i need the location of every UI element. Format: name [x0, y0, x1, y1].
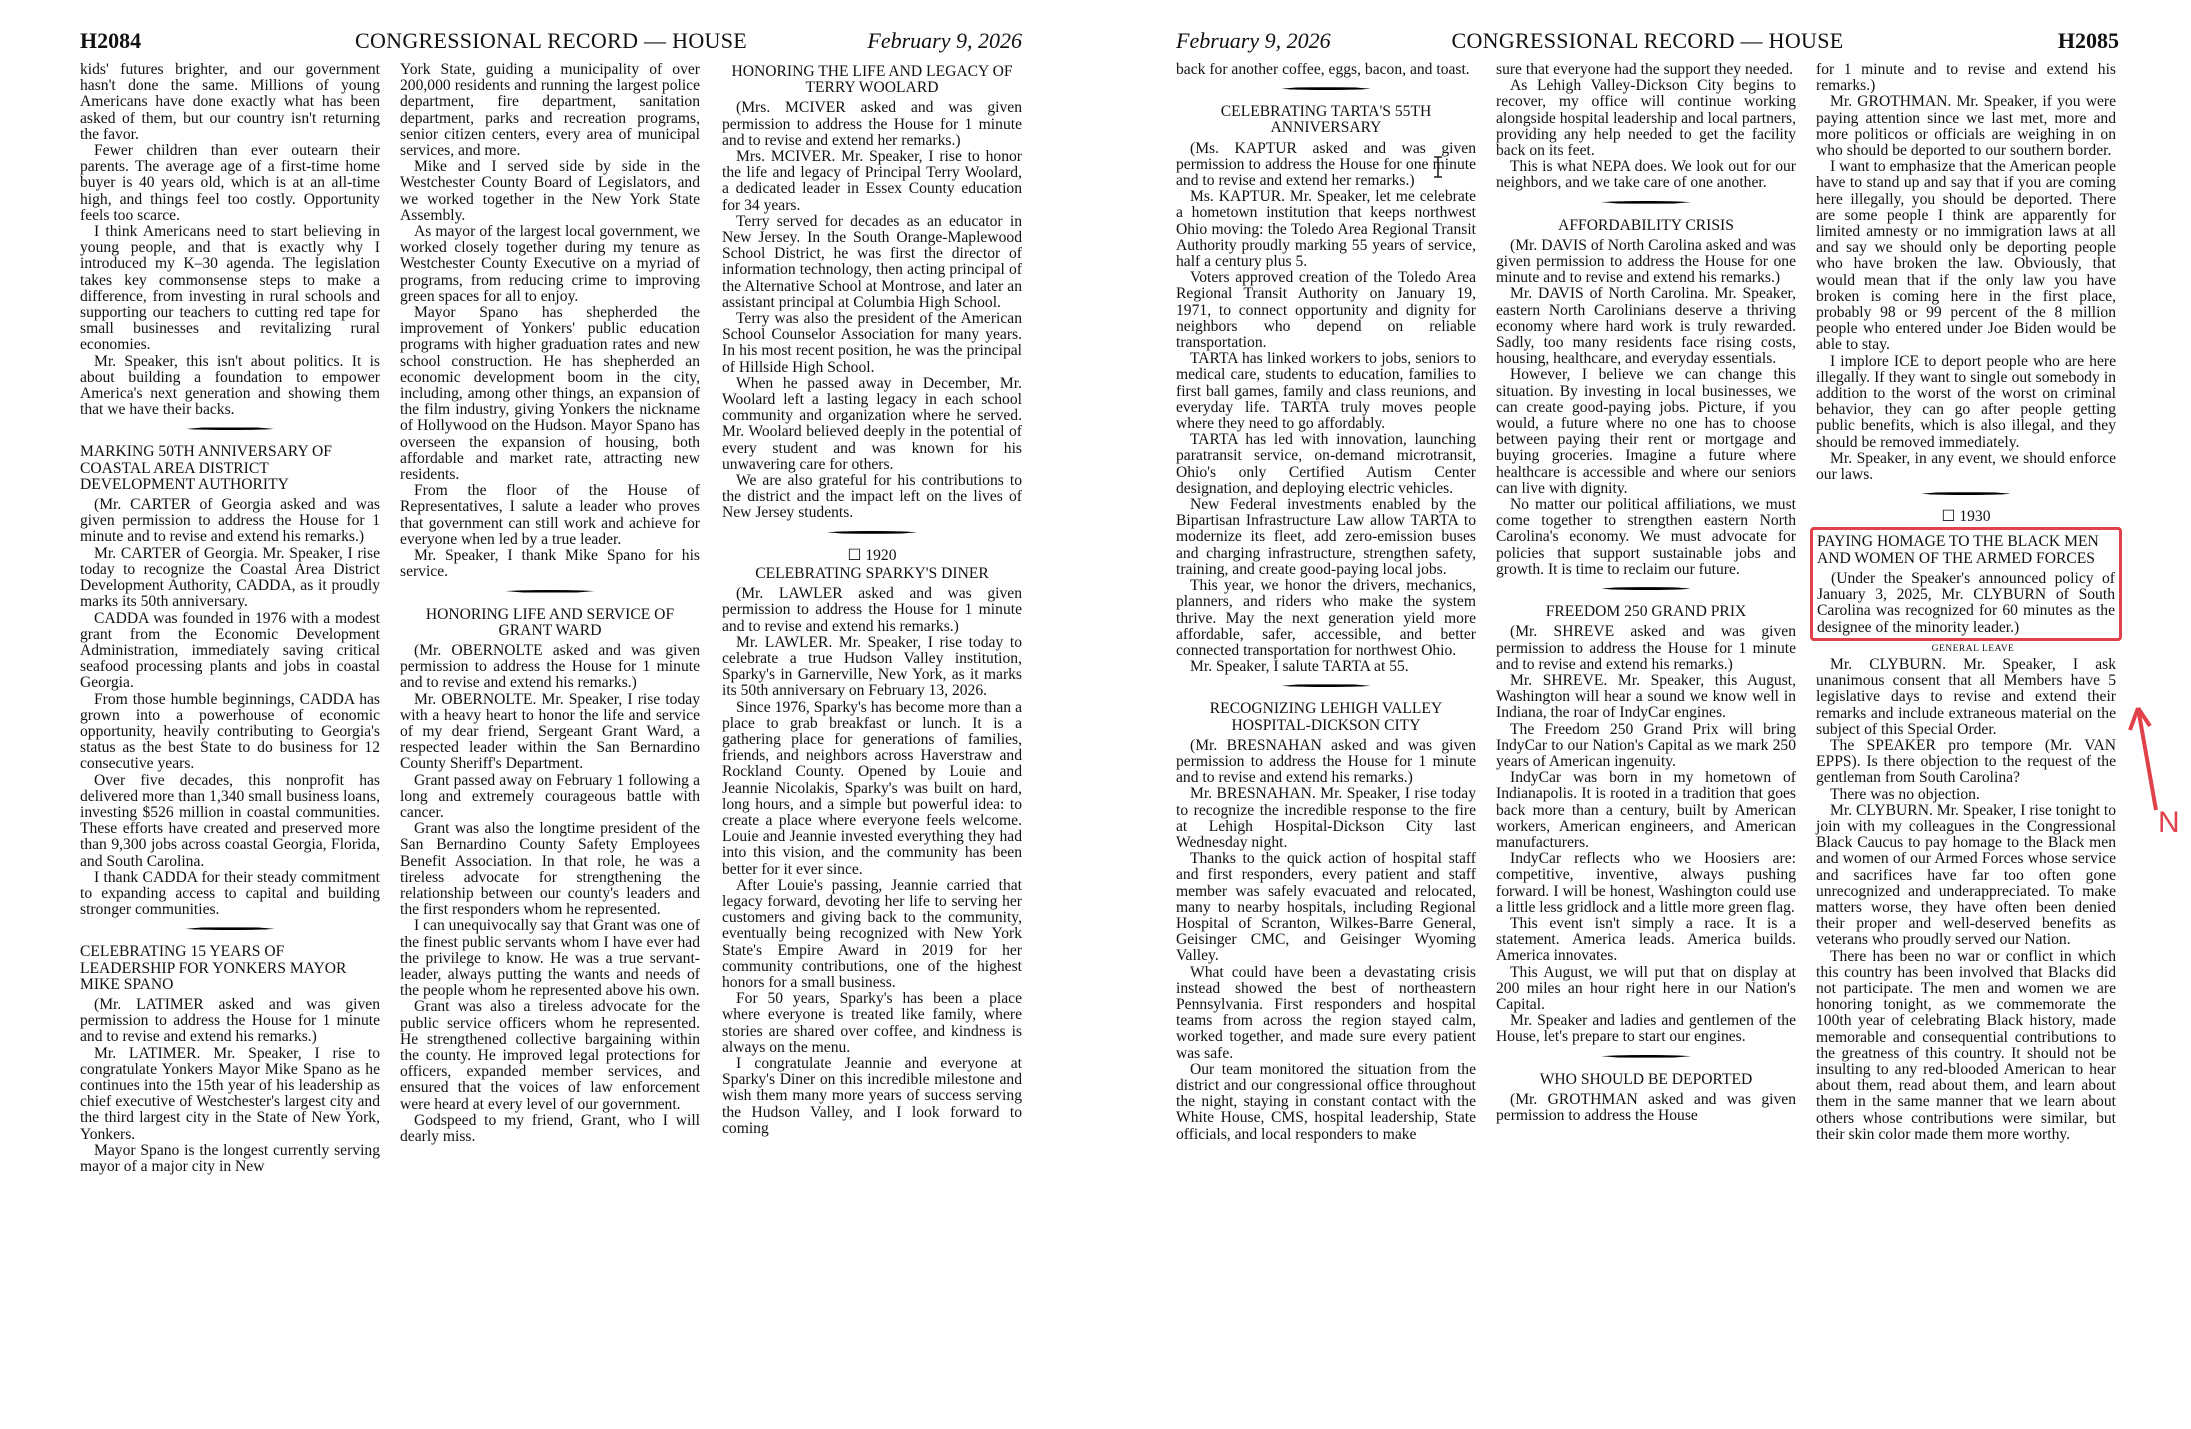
paragraph: Ms. KAPTUR. Mr. Speaker, let me celebrate a hometown institution that keeps northwest Ohio moving: the Toledo Area Regional Transit Authority proudly marking 55 years of service, half a century plus 5. [1176, 188, 1476, 271]
paragraph: (Mr. GROTHMAN asked and was given permission to address the House [1496, 1090, 1796, 1124]
paragraph: (Mr. BRESNAHAN asked and was given permission to address the House for 1 minute and to revise and extend his remarks.) [1176, 736, 1476, 787]
paragraph: (Under the Speaker's announced policy of January 3, 2025, Mr. CLYBURN of South Carolina was recognized for 60 minutes as the designee of the minority leader.) [1817, 569, 2115, 636]
time-marker: ☐ 1920 [847, 546, 897, 564]
paragraph: Mr. Speaker, I thank Mike Spano for his service. [400, 547, 700, 581]
paragraph: This is what NEPA does. We look out for our neighbors, and we take care of one another. [1496, 158, 1796, 192]
paragraph: IndyCar was born in my hometown of Indianapolis. It is rooted in a tradition that goes back more than a century, built by American workers, American engineers, and American manufacturers. [1496, 769, 1796, 851]
paragraph: Mr. Speaker, I salute TARTA at 55. [1190, 658, 1409, 676]
paragraph: Mr. CLYBURN. Mr. Speaker, I ask unanimous consent that all Members have 5 legislative days to revise and extend their remarks and include extraneous material on the subject of this Special Order. [1816, 655, 2116, 738]
paragraph: I thank CADDA for their steady commitment to expanding access to capital and building stronger communities. [80, 868, 380, 919]
paragraph: Mr. CLYBURN. Mr. Speaker, I rise tonight to join with my colleagues in the Congressional Black Caucus to pay homage to the Black men and women of our Armed Forces whose service and sacrifices have far too often gone unrecognized and underappreciated. To make matters worse, they have often been denied their proper and well-deserved benefits as veterans who proudly served our Nation. [1816, 801, 2116, 949]
text-cursor-icon [1431, 156, 1445, 178]
paragraph: I can unequivocally say that Grant was one of the finest public servants whom I have ever had the privilege to know. He was a true servant-leader, always putting the wants and needs of the people whom he represented above his own. [400, 917, 700, 1000]
section-divider [80, 922, 380, 934]
annotation-label: N [2158, 806, 2180, 839]
paragraph: From the floor of the House of Representatives, I salute a leader who proves that government can still work and achieve for everyone when led by a true leader. [400, 482, 700, 548]
section-heading: HONORING LIFE AND SERVICE OF GRANT WARD [425, 605, 675, 639]
paragraph: The Freedom 250 Grand Prix will bring IndyCar to our Nation's Capital as we mark 250 years of American ingenuity. [1496, 720, 1796, 770]
paragraph: Our team monitored the situation from the district and our congressional office throughout the night, staying in constant contact with the White House, CMS, hospital leadership, State officials, and local responders to make [1176, 1060, 1476, 1143]
paragraph: Mike and I served side by side in the Westchester County Board of Legislators, and we worked together in the New York State Assembly. [400, 158, 700, 224]
paragraph: There was no objection. [1830, 785, 1980, 803]
section-heading: PAYING HOMAGE TO THE BLACK MEN AND WOMEN OF THE ARMED FORCES [1817, 533, 2099, 567]
paragraph: (Ms. KAPTUR asked and was given permission to address the House for one minute and to revise and extend her remarks.) [1176, 139, 1476, 190]
page-date: February 9, 2026 [867, 28, 1022, 53]
subheading: GENERAL LEAVE [1931, 643, 2015, 654]
left-page-header [80, 28, 1022, 60]
paragraph: However, I believe we can change this situation. By investing in local businesses, we can create good-paying jobs. Picture, if you would, a future where no one has to choose between paying their rent or mortgage and buying groceries. Imagine a future where healthcare is accessible and where our seniors can live with dignity. [1496, 366, 1796, 497]
paragraph: Terry was also the president of the American School Counselor Association for many years. In his most recent position, he was the principal of Hillside High School. [722, 310, 1022, 376]
section-heading: WHO SHOULD BE DEPORTED [1539, 1070, 1753, 1088]
section-divider [1496, 196, 1796, 208]
paragraph: Mr. LAWLER. Mr. Speaker, I rise today to celebrate a true Hudson Valley institution, Sparky's in Garnerville, New York, as it marks its 50th anniversary on February 13, 2026. [722, 633, 1022, 700]
paragraph: (Mr. OBERNOLTE asked and was given permission to address the House for 1 minute and to revise and extend his remarks.) [400, 641, 700, 692]
paragraph: We are also grateful for his contributions to the district and the impact left on the lives of New Jersey students. [722, 472, 1022, 522]
paragraph: New Federal investments enabled by the Bipartisan Infrastructure Law allow TARTA to modernize its fleet, add zero-emission buses and charging infrastructure, strengthen safety, training, and create good-paying local jobs. [1176, 496, 1476, 578]
section-divider [80, 422, 380, 434]
paragraph: Over five decades, this nonprofit has delivered more than 1,340 small business loans, investing $526 million in coastal communities. These efforts have created and preserved more than 9,300 jobs across coastal Georgia, Florida, and South Carolina. [80, 771, 380, 870]
section-divider [1176, 679, 1476, 691]
paragraph: I think Americans need to start believing in young people, and that is exactly why I introduced my K–30 agenda. The legislation takes key commonsense steps to make a difference, from investing in rural schools and supporting our teachers to cutting red tape for small businesses and revitalizing rural economies. [80, 223, 380, 354]
paragraph: Mr. Speaker, in any event, we should enforce our laws. [1816, 449, 2116, 484]
right-page-header [1176, 28, 2119, 60]
paragraph: Mr. SHREVE. Mr. Speaker, this August, Washington will hear a sound we know well in Indiana, the roar of IndyCar engines. [1496, 671, 1796, 722]
paragraph: As Lehigh Valley-Dickson City begins to recover, my office will continue working alongside hospital leadership and local partners, providing any help needed to get the facility back on its feet. [1496, 77, 1796, 160]
paragraph: TARTA has led with innovation, launching paratransit service, on-demand microtransit, Ohio's only Certified Autism Center designation, and deploying electric vehicles. [1176, 431, 1476, 497]
paragraph: (Mr. CARTER of Georgia asked and was given permission to address the House for 1 minute and to revise and extend his remarks.) [80, 496, 380, 546]
page-title: CONGRESSIONAL RECORD — HOUSE [354, 28, 747, 53]
paragraph: Mr. Speaker, this isn't about politics. It is about building a foundation to empower America's next generation and showing them that we have their backs. [80, 352, 380, 419]
paragraph: Terry served for decades as an educator in New Jersey. In the South Orange-Maplewood School District, he was first the director of information technology, then acting principal of the Alternative School at Montrose, and later an assistant principal at Columbia High School. [722, 212, 1022, 311]
paragraph: When he passed away in December, Mr. Woolard left a lasting legacy in each school community and organization where he served. Mr. Woolard believed deeply in the potential of every student and was known for his unwavering care for others. [722, 374, 1022, 473]
section-heading: CELEBRATING TARTA'S 55TH ANNIVERSARY [1220, 103, 1432, 137]
paragraph: Mr. BRESNAHAN. Mr. Speaker, I rise today to recognize the incredible response to the fire at Lehigh Hospital-Dickson City last Wednesday night. [1176, 785, 1476, 851]
paragraph: I implore ICE to deport people who are here illegally. If they want to single out somebody in addition to the worst of the worst on criminal behavior, they can go after people getting public benefits, which is also illegal, and they should be removed immediately. [1816, 352, 2116, 451]
section-divider [722, 526, 1022, 538]
paragraph: Godspeed to my friend, Grant, who I will dearly miss. [400, 1111, 700, 1145]
paragraph: Grant was also a tireless advocate for the public service officers whom he represented. He strengthened collective bargaining within the county. He improved legal protections for officers, expanded member services, and ensured that the voices of law enforcement were heard at every level of our government. [400, 998, 700, 1113]
right-page [1160, 0, 2191, 1429]
paragraph: For 50 years, Sparky's has been a place where everyone is treated like family, where stories are shared over coffee, and kindness is always on the menu. [722, 990, 1022, 1056]
section-heading: RECOGNIZING LEHIGH VALLEY HOSPITAL-DICKSON CITY [1209, 700, 1443, 734]
paragraph: for 1 minute and to revise and extend his remarks.) [1816, 61, 2116, 95]
section-divider [1496, 1050, 1796, 1062]
paragraph: Mr. LATIMER. Mr. Speaker, I rise to congratulate Yonkers Mayor Mike Spano as he continues into the 15th year of his leadership as chief executive of Westchester's largest city and the third largest city in the State of New York, Yonkers. [80, 1044, 380, 1143]
paragraph: Mr. OBERNOLTE. Mr. Speaker, I rise today with a heavy heart to honor the life and service of my dear friend, Sergeant Grant Ward, a respected leader within the San Bernardino County Sheriff's Department. [400, 690, 700, 773]
paragraph: IndyCar reflects who we Hoosiers are: competitive, inventive, always pushing forward. I will be honest, Washington could use a little less gridlock and a little more green flag. [1496, 850, 1796, 916]
paragraph: From those humble beginnings, CADDA has grown into a powerhouse of economic opportunity, heavily contributing to Georgia's status as the best State to do business for 12 consecutive years. [80, 690, 380, 773]
paragraph: No matter our political affiliations, we must come together to strengthen eastern North Carolina's economy. We must advocate for policies that support sustainable jobs and growth. It is time to reclaim our future. [1496, 496, 1796, 578]
paragraph: (Mr. LAWLER asked and was given permission to address the House for 1 minute and to revise and extend his remarks.) [722, 585, 1022, 635]
paragraph: York State, guiding a municipality of over 200,000 residents and running the largest police department, fire department, sanitation department, parks and recreation programs, senior citizen centers, every area of municipal services, and more. [400, 61, 700, 160]
paragraph: This event isn't simply a race. It is a statement. America leads. America builds. America innovates. [1496, 914, 1796, 965]
paragraph: Mr. DAVIS of North Carolina. Mr. Speaker, eastern North Carolinians deserve a thriving economy where hard work is truly rewarded. Sadly, too many residents face rising costs, housing, healthcare, and everyday essentials. [1496, 285, 1796, 368]
paragraph: I congratulate Jeannie and everyone at Sparky's Diner on this incredible milestone and wish them many more years of success serving the Hudson Valley, and I look forward to coming [722, 1054, 1022, 1137]
page-number: H2084 [80, 28, 142, 53]
section-heading: MARKING 50TH ANNIVERSARY OF COASTAL AREA DISTRICT DEVELOPMENT AUTHORITY [80, 443, 332, 493]
time-marker: ☐ 1930 [1941, 508, 1991, 526]
column [80, 62, 380, 1175]
paragraph: As mayor of the largest local government, we worked closely together during my tenure as Westchester County Executive on a myriad of programs, from reducing crime to improving green spaces for all to enjoy. [400, 223, 700, 305]
section-heading: FREEDOM 250 GRAND PRIX [1545, 603, 1747, 621]
column [1496, 62, 1796, 1124]
paragraph: What could have been a devastating crisis instead showed the best of northeastern Pennsylvania. First responders and hospital teams from across the region stayed calm, worked together, and made sure every patient was safe. [1176, 963, 1476, 1062]
paragraph: TARTA has linked workers to jobs, seniors to medical care, students to education, families to first ball games, family and class reunions, and everyday life. TARTA truly moves people where they need to go affordably. [1176, 350, 1476, 433]
section-heading: HONORING THE LIFE AND LEGACY OF TERRY WOOLARD [731, 63, 1013, 97]
paragraph: (Mr. DAVIS of North Carolina asked and was given permission to address the House for one minute and to revise and extend his remarks.) [1496, 236, 1796, 287]
paragraph: Grant passed away on February 1 following a long and extremely courageous battle with cancer. [400, 771, 700, 821]
section-divider [1496, 582, 1796, 594]
paragraph: Mayor Spano has shepherded the improvement of Yonkers' public education programs with higher graduation rates and new school construction. He has shepherded an economic development boom in the city, including, among other things, an expansion of the film industry, giving Yonkers the nickname of Hollywood on the Hudson. Mayor Spano has overseen the expansion of housing, both affordable and market rate, attracting new residents. [400, 304, 700, 484]
column [1176, 62, 1476, 1143]
paragraph: Since 1976, Sparky's has become more than a place to grab breakfast or lunch. It is a gathering place for generations of families, friends, and neighbors across Haverstraw and Rockland County. Opened by Louie and Jeannie Nicolakis, Sparky's was built on hard, long hours, and a simple but powerful idea: to create a place where everyone feels welcome. Louie and Jeannie invested everything they had into this vision, and the community has been better for it ever since. [722, 698, 1022, 878]
section-divider [1816, 487, 2116, 499]
paragraph: The SPEAKER pro tempore (Mr. VAN EPPS). Is there objection to the request of the gentleman from South Carolina? [1816, 736, 2116, 787]
paragraph: Thanks to the quick action of hospital staff and first responders, every patient and staff member was safely evacuated and relocated, many to nearby hospitals, including Regional Hospital of Scranton, Wilkes-Barre General, Geisinger CMC, and Geisinger Wyoming Valley. [1176, 850, 1476, 965]
section-divider [400, 585, 700, 597]
annotation-arrow [2102, 700, 2182, 840]
page-date: February 9, 2026 [1176, 28, 1331, 53]
column [1816, 62, 2116, 1143]
paragraph: Mr. CARTER of Georgia. Mr. Speaker, I rise today to recognize the Coastal Area District Development Authority, CADDA, as it proudly marks its 50th anniversary. [80, 544, 380, 611]
section-heading: CELEBRATING 15 YEARS OF LEADERSHIP FOR YONKERS MAYOR MIKE SPANO [80, 943, 347, 993]
paragraph: Mayor Spano is the longest currently serving mayor of a major city in New [80, 1141, 380, 1175]
paragraph: (Mr. LATIMER asked and was given permission to address the House for 1 minute and to revise and extend his remarks.) [80, 995, 380, 1046]
paragraph: After Louie's passing, Jeannie carried that legacy forward, devoting her life to serving her customers and giving back to the community, eventually being recognized with New York State's Empire Award in 2019 for her community contributions, one of the highest honors for a small business. [722, 876, 1022, 991]
section-divider [1176, 82, 1476, 94]
paragraph: This year, we honor the drivers, mechanics, planners, and riders who make the system thrive. May the next generation yield more affordable, safer, accessible, and better connected transportation for northwest Ohio. [1176, 577, 1476, 659]
paragraph: Mr. GROTHMAN. Mr. Speaker, if you were paying attention since we last met, more and more politicos or officials are weighing in on who should be deported to our southern border. [1816, 93, 2116, 160]
paragraph: Mr. Speaker and ladies and gentlemen of the House, let's prepare to start our engines. [1496, 1012, 1796, 1046]
paragraph: sure that everyone had the support they needed. [1496, 61, 1794, 78]
page-title: CONGRESSIONAL RECORD — HOUSE [1451, 28, 1844, 53]
left-page [0, 0, 1060, 1429]
paragraph: back for another coffee, eggs, bacon, and toast. [1176, 61, 1470, 78]
paragraph: There has been no war or conflict in which this country has been involved that Blacks did not participate. The men and women we are honoring tonight, as we commemorate the 100th year of celebrating Black history, made memorable and consequential contributions to the greatness of this country. It should not be insulting to any red-blooded American to hear about them, read about them, and learn about them in the same manner that we learn about others whose contributions were similar, but their skin color made them more worthy. [1816, 947, 2116, 1143]
paragraph: Voters approved creation of the Toledo Area Regional Transit Authority on January 19, 1971, to connect opportunity and dignity for neighbors who depend on reliable transportation. [1176, 269, 1476, 352]
paragraph: kids' futures brighter, and our government hasn't done the same. Millions of young Americans have done exactly what has been asked of them, but our country isn't returning the favor. [80, 61, 380, 143]
paragraph: Fewer children than ever outearn their parents. The average age of a first-time home buyer is 40 years old, which is at an all-time high, and things feel too costly. Opportunity feels too scarce. [80, 142, 380, 224]
column [722, 62, 1022, 1137]
paragraph: Mrs. MCIVER. Mr. Speaker, I rise to honor the life and legacy of Principal Terry Woolard, a dedicated leader in Essex County education for 34 years. [722, 148, 1022, 214]
paragraph: I want to emphasize that the American people have to stand up and say that if you are coming here illegally, you should be deported. There are some people I think are apparently for limited amnesty or no immigration laws at all and say we should only be deporting people who have broken the law. Obviously, that would mean that if the only law you have broken is coming here in the first place, probably 98 or 99 percent of the 8 million people who entered under Joe Biden would be able to stay. [1816, 158, 2116, 354]
paragraph: CADDA was founded in 1976 with a modest grant from the Economic Development Administration, immediately saving critical seafood processing plants and jobs in coastal Georgia. [80, 609, 380, 692]
column [400, 62, 700, 1145]
paragraph: Grant was also the longtime president of the San Bernardino County Safety Employees Benefit Association. In that role, he was a tireless advocate for strengthening the relationship between our county's leaders and the first responders whom he represented. [400, 820, 700, 919]
paragraph: (Mr. SHREVE asked and was given permission to address the House for 1 minute and to revise and extend his remarks.) [1496, 623, 1796, 673]
page-number: H2085 [2057, 28, 2119, 53]
paragraph: This August, we will put that on display at 200 miles an hour right here in our Nation's Capital. [1496, 963, 1796, 1013]
highlight-box [1810, 527, 2122, 640]
section-heading: CELEBRATING SPARKY'S DINER [755, 564, 989, 582]
paragraph: (Mrs. MCIVER asked and was given permission to address the House for 1 minute and to revise and extend her remarks.) [722, 99, 1022, 149]
section-heading: AFFORDABILITY CRISIS [1558, 216, 1734, 234]
